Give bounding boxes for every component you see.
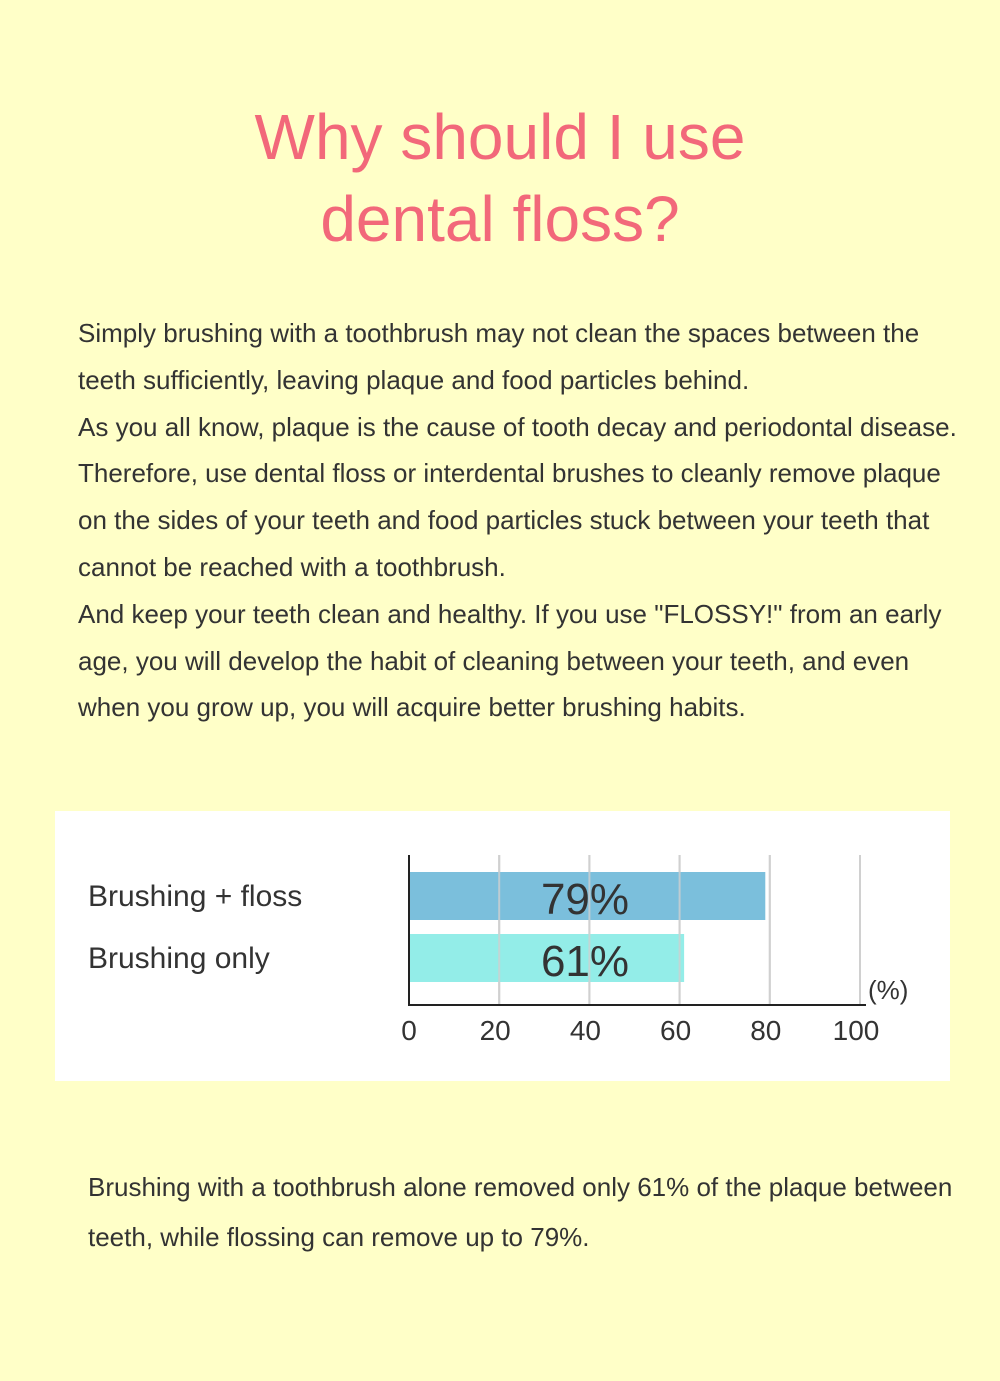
intro-text bbox=[78, 310, 958, 731]
x-tick-label-40: 40 bbox=[569, 1015, 601, 1046]
intro-paragraph-1: Simply brushing with a toothbrush may not clean the spaces between the teeth sufficiently, leaving plaque and food particles behind. bbox=[78, 318, 920, 395]
page-title bbox=[0, 96, 1000, 260]
plaque-removal-chart bbox=[55, 811, 950, 1081]
conclusion-paragraph: Brushing with a toothbrush alone removed only 61% of the plaque between teeth, while flossing can remove up to 79%. bbox=[88, 1172, 953, 1252]
chart-panel bbox=[55, 811, 950, 1081]
title-line-1: Why should I use bbox=[254, 101, 746, 173]
intro-paragraph-3: Therefore, use dental floss or interdental brushes to cleanly remove plaque on the sides of your teeth and food particles stuck between your teeth that cannot be reached with a toothbrush. bbox=[78, 458, 941, 582]
category-label-1: Brushing + floss bbox=[88, 880, 303, 913]
intro-paragraph-4: And keep your teeth clean and healthy. If you use "FLOSSY!" from an early age, you will develop the habit of cleaning between your teeth, and even when you grow up, you will acquire better brushing habits. bbox=[78, 598, 942, 723]
x-tick-label-0: 0 bbox=[401, 1015, 417, 1046]
x-tick-label-80: 80 bbox=[750, 1015, 782, 1046]
x-tick-label-100: 100 bbox=[832, 1015, 880, 1046]
x-tick-label-60: 60 bbox=[660, 1015, 692, 1046]
title-line-2: dental floss? bbox=[320, 183, 680, 255]
unit-label: (%) bbox=[868, 975, 909, 1005]
category-label-2: Brushing only bbox=[88, 942, 270, 975]
x-tick-label-20: 20 bbox=[479, 1015, 511, 1046]
intro-paragraph-2: As you all know, plaque is the cause of tooth decay and periodontal disease. bbox=[78, 411, 957, 442]
bar-value-label-2: 61% bbox=[540, 937, 630, 986]
conclusion-text bbox=[88, 1162, 968, 1262]
bar-value-label-1: 79% bbox=[540, 875, 630, 924]
